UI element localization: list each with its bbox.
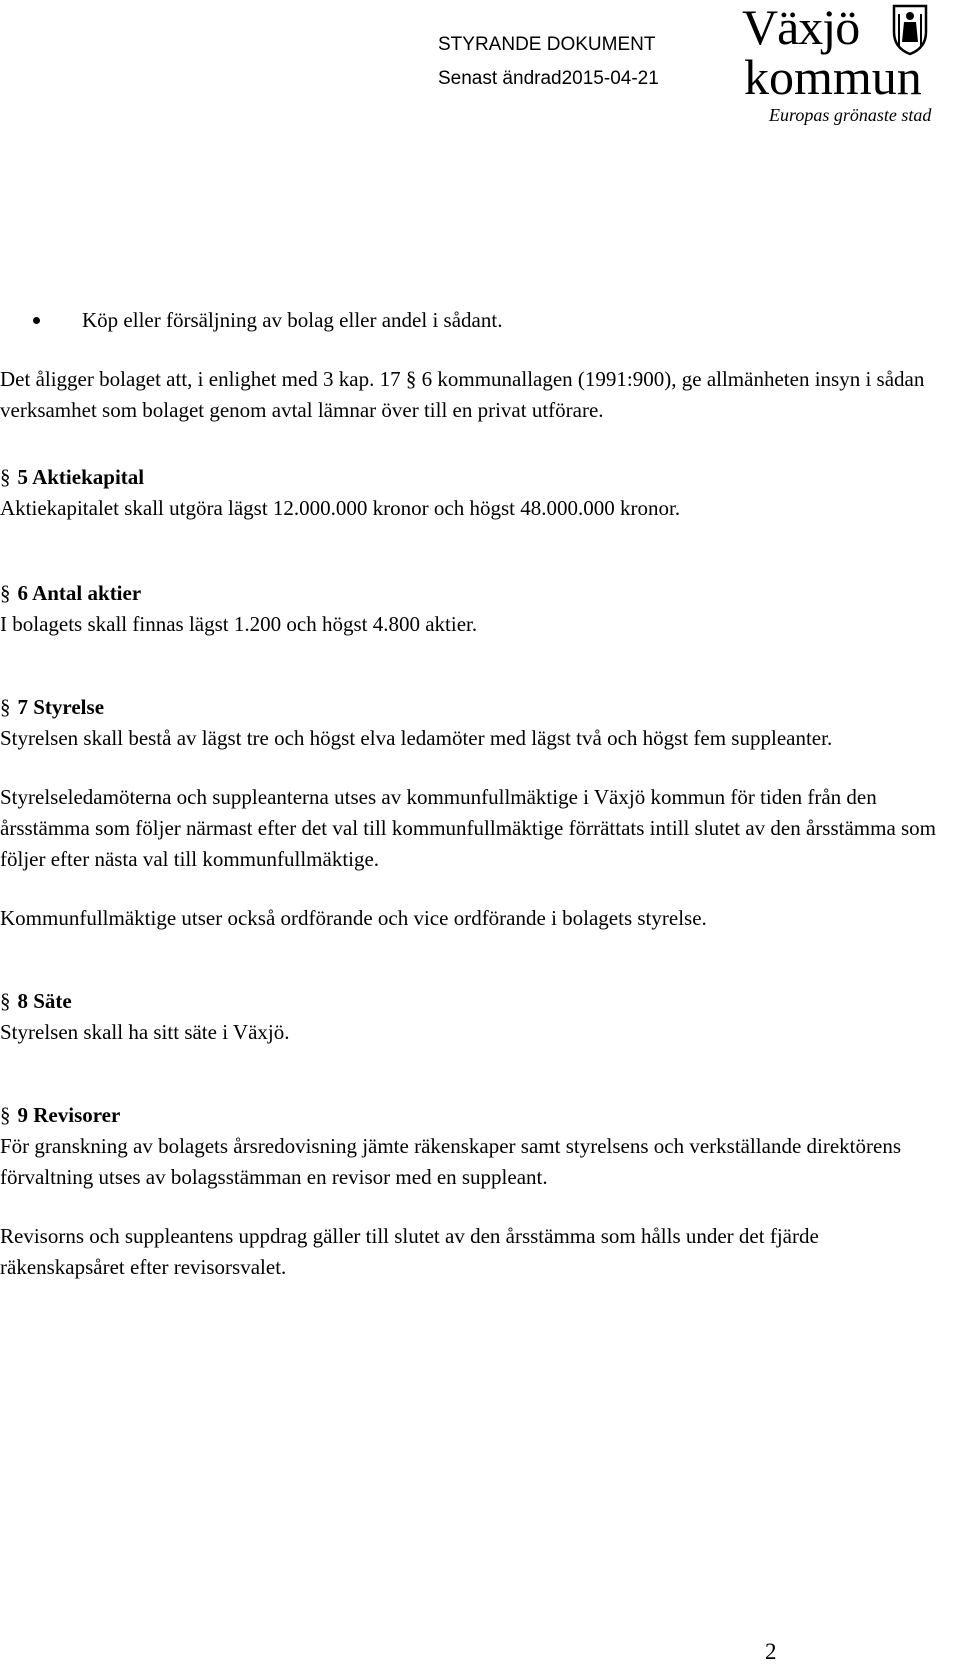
section-heading-text: 9 Revisorer [17,1103,121,1127]
section-heading [0,692,940,723]
section-symbol: § [0,695,11,719]
section-paragraph: Styrelsen skall ha sitt säte i Växjö. [0,1020,290,1044]
logo-name-line2: kommun [744,49,922,105]
section-paragraph: Styrelsen skall bestå av lägst tre och högst elva ledamöter med lägst två och högst fem suppleanter. [0,726,833,750]
sections-container [0,462,940,1283]
document-type: STYRANDE DOKUMENT [438,34,656,55]
section-paragraph: Revisorns och suppleantens uppdrag gäller till slutet av den årsstämma som hålls under det fjärde räkenskapsåret efter revisorsvalet. [0,1224,819,1279]
section-symbol: § [0,1103,11,1127]
logo-name-line1: Växjö [742,0,860,55]
section-heading-text: 8 Säte [17,989,72,1013]
section-paragraph: I bolagets skall finnas lägst 1.200 och högst 4.800 aktier. [0,612,478,636]
intro-paragraph: Det åligger bolaget att, i enlighet med 3 kap. 17 § 6 kommunallagen (1991:900), ge allmänheten insyn i sådan verksamhet som bolaget genom avtal lämnar över till en privat utförare. [0,367,925,422]
section-heading-text: 6 Antal aktier [17,581,142,605]
document-header-info [438,28,659,96]
page-number: 2 [765,1639,777,1664]
section-paragraph: För granskning av bolagets årsredovisning jämte räkenskaper samt styrelsens och verkställande direktörens förvaltning utses av bolagsstämman en revisor med en suppleant. [0,1134,902,1189]
section-paragraph: Aktiekapitalet skall utgöra lägst 12.000.000 kronor och högst 48.000.000 kronor. [0,496,681,520]
section-heading-text: 5 Aktiekapital [17,465,145,489]
bullet-text: Köp eller försäljning av bolag eller andel i sådant. [82,308,503,332]
section-symbol: § [0,989,11,1013]
document-body [0,305,940,1283]
section [0,692,940,934]
logo-tagline: Europas grönaste stad [769,105,932,125]
section [0,986,940,1048]
section-paragraph: Styrelseledamöterna och suppleanterna utses av kommunfullmäktige i Växjö kommun för tiden från den årsstämma som följer närmast efter det val till kommunfullmäktige förrättats intill slutet av den årsstämma som följer efter nästa val till kommunfullmäktige. [0,785,937,871]
section-symbol: § [0,465,11,489]
section [0,578,940,640]
bullet-icon [33,317,40,324]
section-symbol: § [0,581,11,605]
last-modified-date: Senast ändrad2015-04-21 [438,68,659,89]
section-heading [0,578,940,609]
bullet-list-item [0,305,940,336]
section [0,1100,940,1283]
section-heading [0,462,940,493]
section [0,462,940,524]
section-heading [0,986,940,1017]
section-heading [0,1100,940,1131]
vaxjo-kommun-logo [742,0,960,135]
section-heading-text: 7 Styrelse [17,695,105,719]
section-paragraph: Kommunfullmäktige utser också ordförande och vice ordförande i bolagets styrelse. [0,906,707,930]
